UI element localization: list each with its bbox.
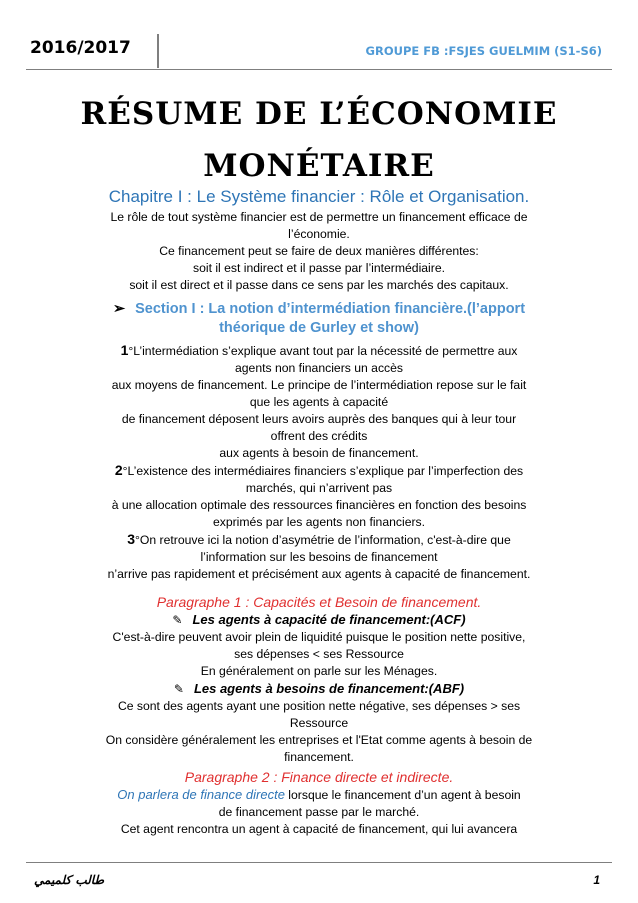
header-year: 2016/2017 xyxy=(30,38,131,58)
acf-line: En généralement on parle sur les Ménages. xyxy=(200,664,438,678)
abf-line: Ressource xyxy=(289,716,349,730)
point-1 xyxy=(26,342,612,462)
abf-line: On considère généralement les entreprises et l'Etat comme agents à besoin de xyxy=(105,733,533,747)
footer-rule xyxy=(26,862,612,863)
acf-line: C'est-à-dire peuvent avoir plein de liquidité puisque le position nette positive, xyxy=(112,630,526,644)
point-number: 2 xyxy=(114,462,123,478)
pen-bullet-icon: ✎ xyxy=(172,613,183,627)
intro-line: l’économie. xyxy=(288,227,350,241)
intro-line: soit il est direct et il passe dans ce sens par les marchés des capitaux. xyxy=(129,278,509,292)
chapter-heading: Chapitre I : Le Système financier : Rôle et Organisation. xyxy=(108,187,530,206)
point-text: offrent des crédits xyxy=(270,429,368,443)
point-text: exprimés par les agents non financiers. xyxy=(212,515,426,529)
section-line-2: théorique de Gurley et show) xyxy=(219,320,419,336)
point-text: n’arrive pas rapidement et précisément aux agents à capacité de financement. xyxy=(107,567,531,581)
abf-title: Les agents à besoins de financement:(ABF) xyxy=(193,681,465,696)
pen-bullet-icon: ✎ xyxy=(173,682,184,696)
intro-line: Le rôle de tout système financier est de permettre un financement efficace de xyxy=(110,210,528,224)
header-divider xyxy=(157,34,159,68)
point-text: de financement déposent leurs avoirs auprès des banques qui à leur tour xyxy=(121,412,517,426)
point-text: marchés, qui n’arrivent pas xyxy=(245,481,393,495)
point-text: °L’intermédiation s’explique avant tout par la nécessité de permettre aux xyxy=(128,344,518,358)
document-title xyxy=(0,88,638,192)
point-text: °L’existence des intermédiaires financiers s’explique par l’imperfection des xyxy=(122,464,524,478)
page-number: 1 xyxy=(593,873,600,887)
finance-line: lorsque le financement d’un agent à besoin xyxy=(284,788,521,802)
intro-line: Ce financement peut se faire de deux manières différentes: xyxy=(159,244,479,258)
acf-block xyxy=(26,611,612,680)
header-group: GROUPE FB :FSJES GUELMIM (S1-S6) xyxy=(365,44,602,58)
finance-line: Cet agent rencontra un agent à capacité de financement, qui lui avancera xyxy=(120,822,518,836)
paragraph-2-heading: Paragraphe 2 : Finance directe et indirecte. xyxy=(184,769,454,785)
paragraph-1-heading: Paragraphe 1 : Capacités et Besoin de financement. xyxy=(156,594,482,610)
header-rule xyxy=(26,69,612,70)
section-line-1: Section I : La notion d’intermédiation financière.(l’apport xyxy=(135,301,526,317)
point-number: 1 xyxy=(120,342,129,358)
intro-block xyxy=(26,209,612,294)
point-text: que les agents à capacité xyxy=(249,395,389,409)
point-2 xyxy=(26,462,612,531)
point-text: aux agents à besoin de financement. xyxy=(219,446,419,460)
point-text: aux moyens de financement. Le principe de l’intermédiation repose sur le fait xyxy=(111,378,527,392)
point-text: agents non financiers un accès xyxy=(234,361,404,375)
document-body xyxy=(26,186,612,838)
point-3 xyxy=(26,531,612,583)
point-number: 3 xyxy=(127,531,136,547)
abf-line: financement. xyxy=(284,750,354,764)
finance-line: de financement passe par le marché. xyxy=(218,805,420,819)
intro-line: soit il est indirect et il passe par l’intermédiaire. xyxy=(193,261,445,275)
title-line-2: MONÉTAIRE xyxy=(203,148,435,184)
finance-lead: On parlera de finance directe xyxy=(117,787,285,802)
abf-block xyxy=(26,680,612,766)
abf-line: Ce sont des agents ayant une position nette négative, ses dépenses > ses xyxy=(117,699,521,713)
acf-title: Les agents à capacité de financement:(ACF) xyxy=(192,612,466,627)
section-heading xyxy=(26,300,612,338)
point-text: à une allocation optimale des ressources financières en fonction des besoins xyxy=(111,498,527,512)
footer-author: طالب كلميمي xyxy=(34,873,105,887)
point-text: l’information sur les besoins de financement xyxy=(200,550,438,564)
arrow-bullet-icon: ➢ xyxy=(112,301,126,317)
point-text: °On retrouve ici la notion d’asymétrie de l’information, c'est-à-dire que xyxy=(135,533,511,547)
title-line-1: RÉSUME DE L’ÉCONOMIE xyxy=(80,96,558,132)
acf-line: ses dépenses < ses Ressource xyxy=(234,647,404,661)
finance-block xyxy=(26,786,612,838)
